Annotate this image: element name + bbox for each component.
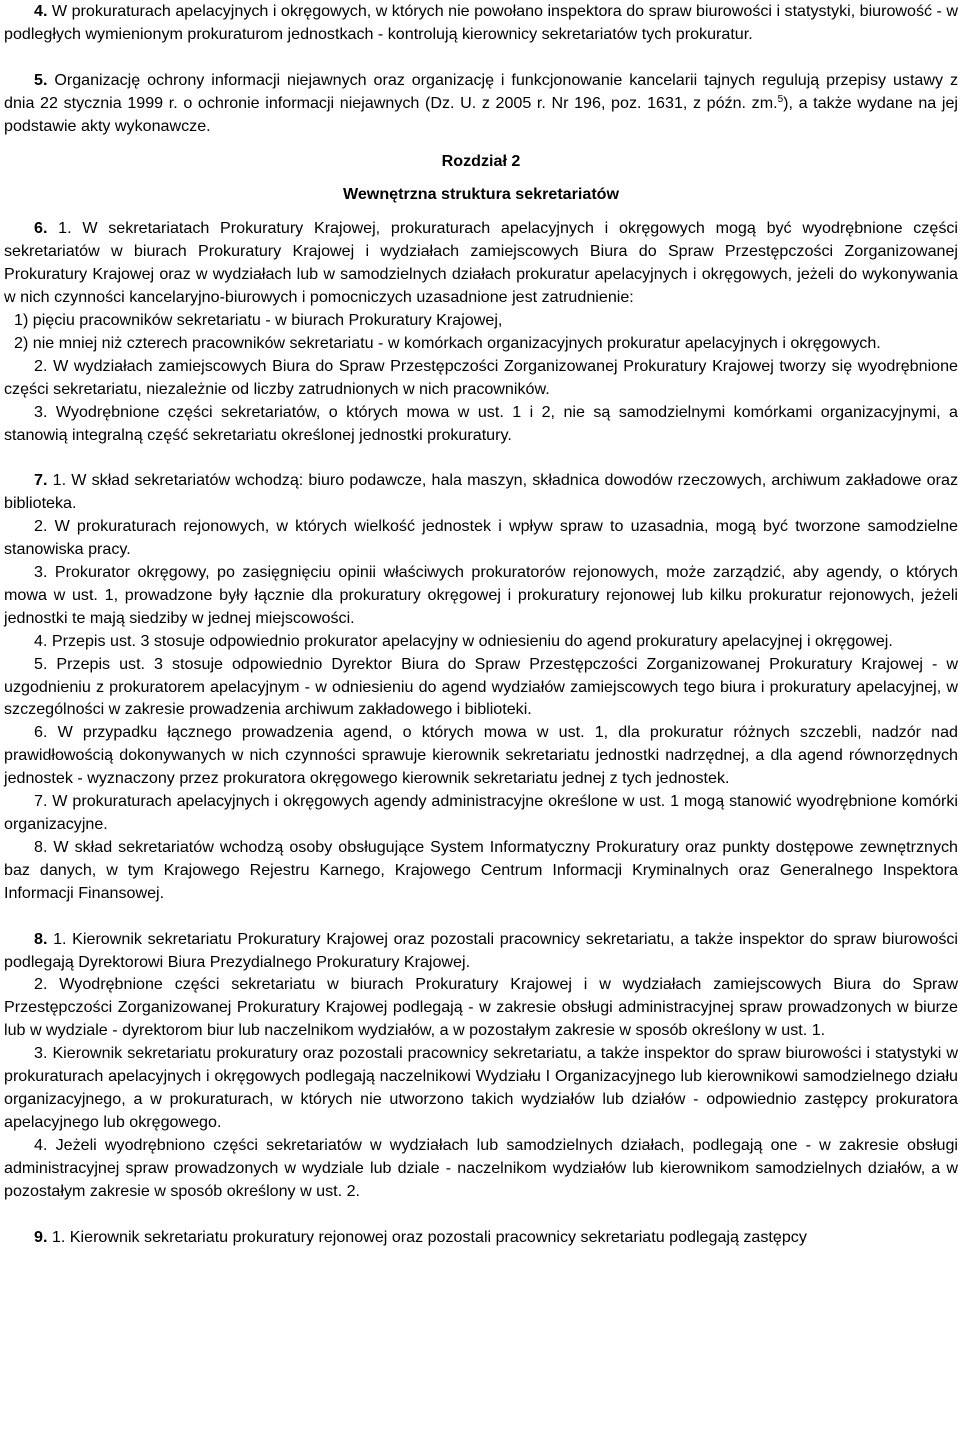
section-4 [4,0,958,46]
section-9-paragraph-1 [4,1226,958,1249]
chapter-subtitle: Wewnętrzna struktura sekretariatów [342,185,620,204]
section-9-number: 9. [34,1227,48,1246]
section-7-paragraph-4: 4. Przepis ust. 3 stosuje odpowiednio prokurator apelacyjny w odniesieniu do agend prokuratury apelacyjnej i okręgowej. [34,631,893,650]
section-7-paragraph-7: 7. W prokuraturach apelacyjnych i okręgowych agendy administracyjne określone w ust. 1 mogą stanowić wyodrębnione komórki organizacyjne. [4,792,958,833]
section-7-paragraph-2: 2. W prokuraturach rejonowych, w których wielkość jednostek i wpływ spraw to uzasadnia, mogą być tworzone samodzielne stanowiska pracy. [4,517,958,559]
section-6-number: 6. [34,219,48,238]
section-5-text-end: ), a także wydane na jej podstawie akty wykonawcze. [4,93,958,135]
section-5 [4,69,958,138]
footnote-marker: 5 [777,93,784,105]
section-6-paragraph-3: 3. Wyodrębnione części sekretariatów, o których mowa w ust. 1 i 2, nie są samodzielnymi komórkami organizacyjnymi, a stanowią integralną część sekretariatu określonej jednostki prokuratury. [4,402,958,444]
section-7-paragraph-3: 3. Prokurator okręgowy, po zasięgnięciu opinii właściwych prokuratorów rejonowych, może zarządzić, aby agendy, o których mowa w ust. 1, prowadzone były łącznie dla prokuratury okręgowej i prokuratury rejonowej lub kilku prokuratur rejonowych, jeżeli jednostki te mają siedziby w jednej miejscowości. [4,563,958,627]
section-4-text: W prokuraturach apelacyjnych i okręgowych, w których nie powołano inspektora do spraw biurowości i statystyki, biurowość - w podległych wymienionym prokuraturom jednostkach - kontrolują kierownicy sekretariatów tych prokuratur. [4,2,959,43]
section-8-p1-text: 1. Kierownik sekretariatu Prokuratury Krajowej oraz pozostali pracownicy sekretariatu, a także inspektor do spraw biurowości podlegają Dyrektorowi Biura Prezydialnego Prokuratury Krajowej. [4,929,958,971]
section-8-number: 8. [34,929,48,948]
section-7-paragraph-5: 5. Przepis ust. 3 stosuje odpowiednio Dyrektor Biura do Spraw Przestępczości Zorganizowanej Prokuratury Krajowej - w uzgodnieniu z prokuratorem apelacyjnym - w odniesieniu do agend wydziałów zamiejscowych tego biura i prokuratury apelacyjnej, w szczególności w zakresie prowadzenia archiwum zakładowego i biblioteki. [4,654,958,719]
section-8-paragraph-2: 2. Wyodrębnione części sekretariatu w biurach Prokuratury Krajowej i w wydziałach zamiejscowych Biura do Spraw Przestępczości Zorganizowanej Prokuratury Krajowej podlegają - w zakresie obsługi administracyjnej spraw prowadzonych w biurze lub w wydziale - dyrektorom biur lub naczelnikom wydziałów, a w pozostałym zakresie w sposób określony w ust. 1. [4,975,958,1040]
section-7-paragraph-8: 8. W skład sekretariatów wchodzą osoby obsługujące System Informatyczny Prokuratury oraz punkty dostępowe zewnętrznych baz danych, w tym Krajowego Rejestru Karnego, Krajowego Centrum Informacji Kryminalnych oraz Generalnego Inspektora Informacji Finansowej. [4,837,958,902]
section-6-item-2: 2) nie mniej niż czterech pracowników sekretariatu - w komórkach organizacyjnych prokuratur apelacyjnych i okręgowych. [14,333,881,352]
section-4-number: 4. [34,2,48,20]
document-page [4,0,958,1248]
section-8-paragraph-1 [4,928,958,974]
section-7-paragraph-1 [4,469,958,515]
section-6-p1-text: 1. W sekretariatach Prokuratury Krajowej, prokuraturach apelacyjnych i okręgowych mogą być wyodrębnione części sekretariatów w biurach Prokuratury Krajowej i wydziałach zamiejscowych Biura do Spraw Przestępczości Zorganizowanej Prokuratury Krajowej oraz w wydziałach lub w samodzielnych działach prokuratur apelacyjnych i okręgowych, jeżeli do wykonywania w nich czynności kancelaryjno-biurowych i pomocniczych uzasadnione jest zatrudnienie: [4,219,958,307]
section-7-number: 7. [34,471,48,490]
section-5-text: Organizację ochrony informacji niejawnych oraz organizację i funkcjonowanie kancelarii tajnych regulują przepisy ustawy z dnia 22 stycznia 1999 r. o ochronie informacji niejawnych (Dz. U. z 2005 r. Nr 196, poz. 1631, z późn. zm. [4,70,958,112]
section-9-p1-text: 1. Kierownik sekretariatu prokuratury rejonowej oraz pozostali pracownicy sekretariatu podlegają zastępcy [47,1227,807,1246]
section-7-paragraph-6: 6. W przypadku łącznego prowadzenia agend, o których mowa w ust. 1, dla prokuratur różnych szczebli, nadzór nad prawidłowością dokonywanych w nich czynności sprawuje kierownik sekretariatu jednostki nadrzędnej, a dla agend równorzędnych jednostek - wyznaczony przez prokuratora okręgowego kierownik sekretariatu jednej z tych jednostek. [4,723,958,788]
section-6-paragraph-2: 2. W wydziałach zamiejscowych Biura do Spraw Przestępczości Zorganizowanej Prokuratury Krajowej tworzy się wyodrębnione części sekretariatu, niezależnie od liczby zatrudnionych w nich pracowników. [4,356,958,398]
section-5-number: 5. [34,70,48,89]
section-8-paragraph-3: 3. Kierownik sekretariatu prokuratury oraz pozostali pracownicy sekretariatu, a także inspektor do spraw biurowości i statystyki w prokuraturach apelacyjnych i okręgowych podlegają naczelnikowi Wydziału I Organizacyjnego lub kierownikowi samodzielnego działu organizacyjnego, a w prokuraturach, w których nie utworzono takich wydziałów lub działów - odpowiednio zastępcy prokuratora apelacyjnego lub okręgowego. [4,1044,958,1131]
section-7-p1-text: 1. W skład sekretariatów wchodzą: biuro podawcze, hala maszyn, składnica dowodów rzeczowych, archiwum zakładowe oraz biblioteka. [4,471,958,513]
section-8-paragraph-4: 4. Jeżeli wyodrębniono części sekretariatów w wydziałach lub samodzielnych działach, podlegają one - w zakresie obsługi administracyjnej spraw prowadzonych w wydziale lub dziale - naczelnikom wydziałów lub kierownikom samodzielnych działów, a w pozostałym zakresie w sposób określony w ust. 2. [4,1135,958,1200]
section-6-paragraph-1 [4,217,958,309]
section-6-item-1: 1) pięciu pracowników sekretariatu - w biurach Prokuratury Krajowej, [14,310,503,329]
chapter-title: Rozdział 2 [441,151,521,170]
